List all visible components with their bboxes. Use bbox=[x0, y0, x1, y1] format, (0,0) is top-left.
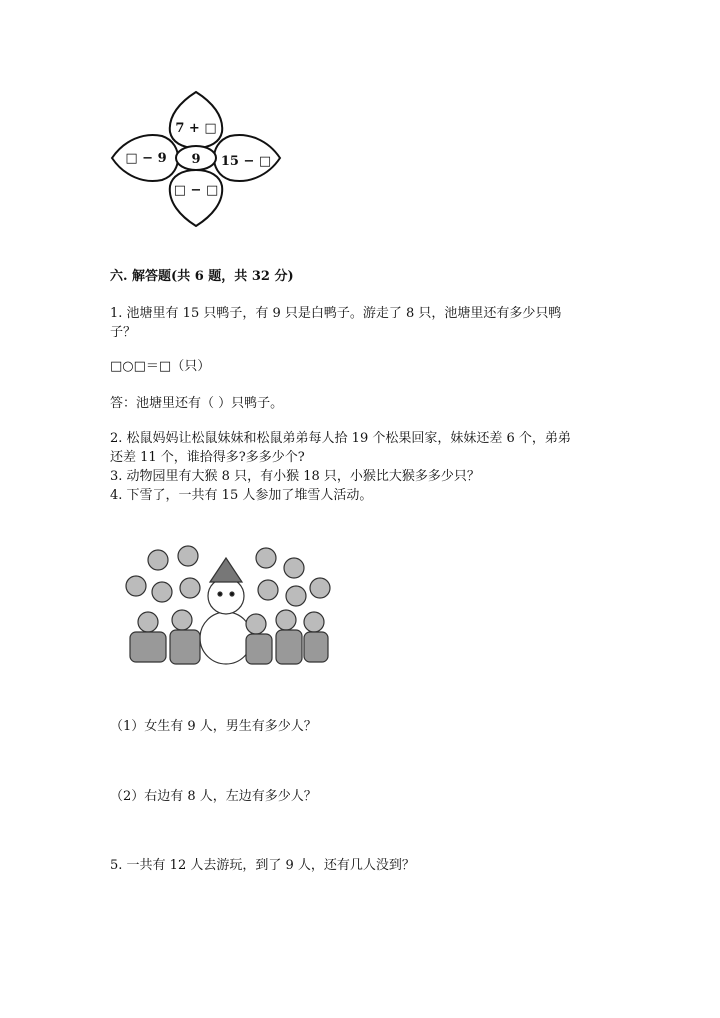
q1-answer: 答：池塘里还有（ ）只鸭子。 bbox=[110, 396, 284, 411]
q2-line2: 还差 11 个，谁拾得多?多多少个? bbox=[110, 450, 305, 465]
q3-text: 3. 动物园里有大猴 8 只，有小猴 18 只，小猴比大猴多多少只？ bbox=[110, 469, 480, 484]
q2-line1: 2. 松鼠妈妈让松鼠妹妹和松鼠弟弟每人拾 19 个松果回家，妹妹还差 6 个，弟弟 bbox=[110, 431, 571, 446]
section-title: 六. 解答题(共 6 题，共 32 分) bbox=[110, 269, 294, 284]
flower-right-label: 15 − □ bbox=[220, 154, 272, 169]
flower-center-label: 9 bbox=[191, 152, 201, 167]
snowman-children-illustration bbox=[118, 538, 338, 678]
q1-equation: □○□＝□（只） bbox=[110, 359, 211, 374]
q1-line2: 子？ bbox=[110, 325, 137, 340]
flower-bottom-label: □ − □ bbox=[173, 183, 219, 198]
q4-intro: 4. 下雪了，一共有 15 人参加了堆雪人活动。 bbox=[110, 488, 373, 503]
flower-math-diagram bbox=[106, 88, 286, 230]
q1-line1: 1. 池塘里有 15 只鸭子，有 9 只是白鸭子。游走了 8 只，池塘里还有多少只鸭 bbox=[110, 306, 562, 321]
q4-sub1: （1）女生有 9 人，男生有多少人？ bbox=[110, 719, 317, 734]
q5-text: 5. 一共有 12 人去游玩，到了 9 人，还有几人没到？ bbox=[110, 858, 415, 873]
flower-top-label: 7 + □ bbox=[175, 121, 217, 136]
flower-left-label: □ − 9 bbox=[125, 151, 167, 166]
q4-sub2: （2）右边有 8 人，左边有多少人？ bbox=[110, 789, 317, 804]
